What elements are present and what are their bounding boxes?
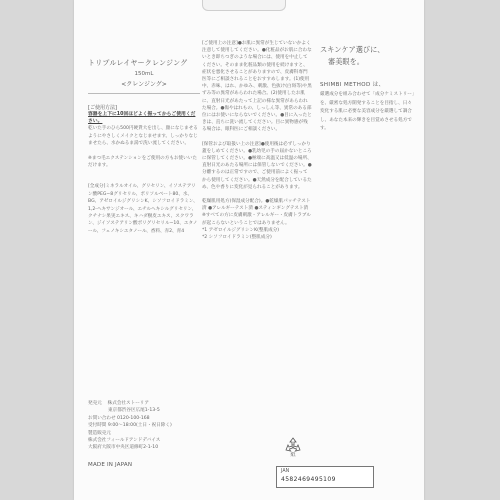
hours-label: 受付時間 bbox=[88, 423, 107, 429]
inquiry-label: お問い合わせ bbox=[88, 415, 116, 421]
recycle-paper-icon bbox=[282, 436, 304, 458]
product-volume: 150mL bbox=[134, 71, 154, 77]
tab-notch bbox=[202, 0, 286, 11]
maker-label: 製造販売元 bbox=[88, 430, 111, 436]
seller-name: 株式会社ストーリア bbox=[107, 401, 149, 406]
inquiry-phone: 0120-100-168 bbox=[117, 415, 150, 421]
cautions-paragraph-1: [ご使用上の注意]●お肌に異常が生じていないかよく注意して使用してください。●化粧品がお肌に合わないとき即ちつぎのような場合には、使用を中止してください。そのまま化粧品類の使用を続けますと、症状を悪化させることがありますので、皮膚科専門医等にご相談されることをおすすめします。(1)使用中、赤味、はれ、かゆみ、刺激、色抜け(白斑等)や黒ずみ等の異常があらわれた場合。(2)使用したお肌に、直射日光があたって上記の様な異常があらわれた場合。●傷やはれもの、しっしん等、異常のある部位にはお使いにならないでください。●目に入ったときは、直ちに洗い流してください。目に異物感が残る場合は、眼科医にご相談ください。 bbox=[202, 41, 312, 133]
method-title: SHIMBI METHOD は、 bbox=[320, 82, 385, 88]
svg-text:紙: 紙 bbox=[290, 452, 296, 458]
cautions-paragraph-2: [保管および取扱い上の注意]●使用後は必ずしっかり蓋をしめてください。●乳幼児の手の届かないところに保管してください。●極端に高温又は低温の場所、直射日光のあたる場所には保管しないでください。●分離するのは正常ですので、ご使用前によく振ってから使用してください。●天然成分を配合しているため、色や香りに変化が見られることがあります。 bbox=[202, 141, 312, 190]
hours: 9:00〜18:00(土日・祝日除く) bbox=[107, 423, 172, 429]
tagline-line-1: スキンケア選びに、 bbox=[320, 45, 385, 54]
package-back-panel bbox=[74, 0, 424, 500]
jan-number: 4582469495109 bbox=[281, 476, 336, 483]
usage-bold-instruction: 容器を上下に10回ほどよく振ってからご使用ください。 bbox=[88, 112, 196, 125]
left-column bbox=[88, 28, 200, 235]
company-info bbox=[88, 400, 228, 452]
right-column bbox=[320, 44, 416, 134]
cautions-footnotes: *1 アゼロイルジグリシンK(整肌成分) *2 シソフロイドラミン(整肌成分) bbox=[202, 227, 280, 241]
product-name: トリプルレイヤークレンジング bbox=[88, 59, 188, 67]
maker-address: 大阪府大阪市中央区道修町2-1-10 bbox=[88, 445, 159, 451]
maker-name: 株式会社フィールドアンドデバイス bbox=[88, 438, 161, 444]
jan-label: JAN bbox=[281, 469, 290, 474]
made-in-japan: MADE IN JAPAN bbox=[88, 462, 133, 468]
usage-heading: [ご使用方法] bbox=[88, 105, 117, 111]
method-text: 厳選成分を組み合わせて「成分ケミストリー」を、厳密な処方開発することを目指し、日々変化する肌に必要な美容成分を厳選して調合し、あなた本来の輝きを目覚めさせる処方です。 bbox=[320, 92, 415, 132]
middle-column bbox=[202, 40, 312, 241]
seller-label: 発売元 bbox=[88, 401, 102, 406]
tagline-line-2: 審美眼を。 bbox=[328, 57, 364, 66]
jan-barcode-box bbox=[276, 466, 374, 488]
seller-address: 東京都渋谷区広尾1-13-5 bbox=[108, 408, 160, 414]
ingredients-text: [全成分]ミネラルオイル、グリセリン、イソステアリン酸PEG−8グリセリル、ポリソルベート80、水、BG、アゼロイルジグリシンK、シソフロイドラミン、1,2-ヘキサンジオール、エチルヘキシルグリセリン、クチナシ果実エキス、キハダ樹皮エキス、スクワラン、ジイソステアリン酸ポリグリセリル−10、エタノール、フェノキシエタノール、香料、赤2、青4 bbox=[88, 184, 198, 234]
usage-text: 乾いた手のひら500円硬貨大を出し、顔になじませるようにやさしくメイクとなじませます。しっかりなじませたら、水かぬるま湯で洗い流してください。 bbox=[88, 126, 198, 147]
product-category: <クレンジング> bbox=[88, 79, 200, 94]
usage-note: ※まつ毛エクステンションをご使用の方もお使いいただけます。 bbox=[88, 155, 197, 169]
cautions-paragraph-3: 乾燥肌用処方(保湿成分配合)。●乾燥肌パッチテスト済 ●アレルギーテスト済 ●スティンギングテスト済 ※すべての方に皮膚刺激・アレルギー・皮膚トラブルが起こらないということではありません。 bbox=[202, 199, 311, 226]
